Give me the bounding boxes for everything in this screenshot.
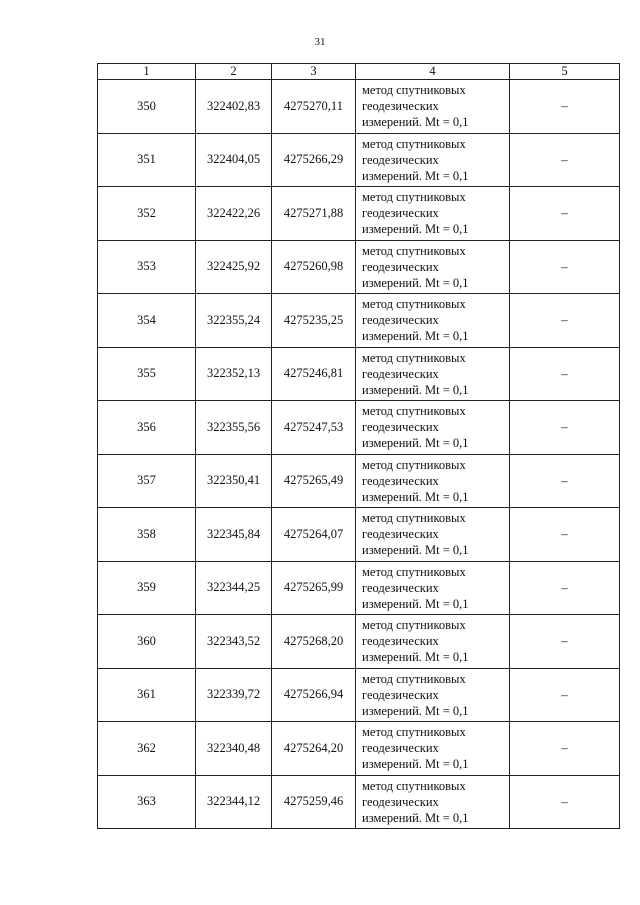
method-line: метод спутниковых bbox=[362, 778, 466, 793]
y-coordinate-cell: 4275268,20 bbox=[272, 615, 356, 669]
header-col-2: 2 bbox=[196, 64, 272, 80]
method-line: измерений. Mt = 0,1 bbox=[362, 703, 469, 718]
method-cell bbox=[356, 133, 510, 187]
method-line: метод спутниковых bbox=[362, 136, 466, 151]
table-row bbox=[98, 347, 620, 401]
point-number-cell: 363 bbox=[98, 775, 196, 829]
method-cell bbox=[356, 508, 510, 562]
method-line: геодезических bbox=[362, 99, 439, 114]
note-cell: – bbox=[510, 561, 620, 615]
method-line: измерений. Mt = 0,1 bbox=[362, 436, 469, 451]
method-line: геодезических bbox=[362, 420, 439, 435]
method-line: геодезических bbox=[362, 741, 439, 756]
table-row bbox=[98, 133, 620, 187]
table-body bbox=[98, 80, 620, 829]
point-number-cell: 352 bbox=[98, 187, 196, 241]
method-line: геодезических bbox=[362, 794, 439, 809]
point-number-cell: 350 bbox=[98, 80, 196, 134]
method-cell bbox=[356, 615, 510, 669]
method-line: геодезических bbox=[362, 473, 439, 488]
y-coordinate-cell: 4275246,81 bbox=[272, 347, 356, 401]
y-coordinate-cell: 4275264,07 bbox=[272, 508, 356, 562]
y-coordinate-cell: 4275259,46 bbox=[272, 775, 356, 829]
method-cell bbox=[356, 775, 510, 829]
method-line: измерений. Mt = 0,1 bbox=[362, 115, 469, 130]
table-row bbox=[98, 668, 620, 722]
point-number-cell: 360 bbox=[98, 615, 196, 669]
x-coordinate-cell: 322344,12 bbox=[196, 775, 272, 829]
method-line: измерений. Mt = 0,1 bbox=[362, 222, 469, 237]
table-row bbox=[98, 775, 620, 829]
note-cell: – bbox=[510, 722, 620, 776]
table-row bbox=[98, 187, 620, 241]
note-cell: – bbox=[510, 347, 620, 401]
x-coordinate-cell: 322340,48 bbox=[196, 722, 272, 776]
table-row bbox=[98, 508, 620, 562]
coordinates-table bbox=[97, 63, 620, 829]
x-coordinate-cell: 322344,25 bbox=[196, 561, 272, 615]
note-cell: – bbox=[510, 775, 620, 829]
x-coordinate-cell: 322402,83 bbox=[196, 80, 272, 134]
method-cell bbox=[356, 561, 510, 615]
x-coordinate-cell: 322422,26 bbox=[196, 187, 272, 241]
header-col-5: 5 bbox=[510, 64, 620, 80]
table-row bbox=[98, 722, 620, 776]
point-number-cell: 359 bbox=[98, 561, 196, 615]
method-line: измерений. Mt = 0,1 bbox=[362, 596, 469, 611]
method-line: геодезических bbox=[362, 313, 439, 328]
point-number-cell: 354 bbox=[98, 294, 196, 348]
method-cell bbox=[356, 668, 510, 722]
method-line: измерений. Mt = 0,1 bbox=[362, 329, 469, 344]
x-coordinate-cell: 322339,72 bbox=[196, 668, 272, 722]
note-cell: – bbox=[510, 240, 620, 294]
method-line: геодезических bbox=[362, 152, 439, 167]
point-number-cell: 356 bbox=[98, 401, 196, 455]
y-coordinate-cell: 4275260,98 bbox=[272, 240, 356, 294]
method-line: измерений. Mt = 0,1 bbox=[362, 489, 469, 504]
method-line: измерений. Mt = 0,1 bbox=[362, 810, 469, 825]
y-coordinate-cell: 4275265,99 bbox=[272, 561, 356, 615]
header-col-1: 1 bbox=[98, 64, 196, 80]
note-cell: – bbox=[510, 615, 620, 669]
y-coordinate-cell: 4275270,11 bbox=[272, 80, 356, 134]
method-line: измерений. Mt = 0,1 bbox=[362, 650, 469, 665]
table-row bbox=[98, 561, 620, 615]
point-number-cell: 357 bbox=[98, 454, 196, 508]
method-cell bbox=[356, 187, 510, 241]
x-coordinate-cell: 322355,24 bbox=[196, 294, 272, 348]
header-col-4: 4 bbox=[356, 64, 510, 80]
method-line: метод спутниковых bbox=[362, 83, 466, 98]
method-line: геодезических bbox=[362, 634, 439, 649]
method-line: метод спутниковых bbox=[362, 564, 466, 579]
method-line: геодезических bbox=[362, 206, 439, 221]
note-cell: – bbox=[510, 187, 620, 241]
point-number-cell: 358 bbox=[98, 508, 196, 562]
method-line: метод спутниковых bbox=[362, 297, 466, 312]
note-cell: – bbox=[510, 668, 620, 722]
point-number-cell: 361 bbox=[98, 668, 196, 722]
note-cell: – bbox=[510, 133, 620, 187]
note-cell: – bbox=[510, 294, 620, 348]
y-coordinate-cell: 4275271,88 bbox=[272, 187, 356, 241]
x-coordinate-cell: 322352,13 bbox=[196, 347, 272, 401]
method-cell bbox=[356, 722, 510, 776]
method-line: измерений. Mt = 0,1 bbox=[362, 275, 469, 290]
table-row bbox=[98, 615, 620, 669]
table-row bbox=[98, 80, 620, 134]
table-header-row bbox=[98, 64, 620, 80]
method-line: метод спутниковых bbox=[362, 190, 466, 205]
header-col-3: 3 bbox=[272, 64, 356, 80]
method-line: метод спутниковых bbox=[362, 671, 466, 686]
method-line: метод спутниковых bbox=[362, 725, 466, 740]
method-line: измерений. Mt = 0,1 bbox=[362, 382, 469, 397]
note-cell: – bbox=[510, 508, 620, 562]
point-number-cell: 353 bbox=[98, 240, 196, 294]
method-line: геодезических bbox=[362, 259, 439, 274]
x-coordinate-cell: 322343,52 bbox=[196, 615, 272, 669]
note-cell: – bbox=[510, 401, 620, 455]
method-cell bbox=[356, 80, 510, 134]
method-line: измерений. Mt = 0,1 bbox=[362, 757, 469, 772]
method-line: метод спутниковых bbox=[362, 457, 466, 472]
y-coordinate-cell: 4275247,53 bbox=[272, 401, 356, 455]
method-line: метод спутниковых bbox=[362, 404, 466, 419]
method-cell bbox=[356, 347, 510, 401]
table-row bbox=[98, 294, 620, 348]
table-row bbox=[98, 401, 620, 455]
method-line: измерений. Mt = 0,1 bbox=[362, 543, 469, 558]
y-coordinate-cell: 4275266,29 bbox=[272, 133, 356, 187]
y-coordinate-cell: 4275235,25 bbox=[272, 294, 356, 348]
method-cell bbox=[356, 294, 510, 348]
table-row bbox=[98, 454, 620, 508]
y-coordinate-cell: 4275266,94 bbox=[272, 668, 356, 722]
y-coordinate-cell: 4275265,49 bbox=[272, 454, 356, 508]
note-cell: – bbox=[510, 454, 620, 508]
point-number-cell: 351 bbox=[98, 133, 196, 187]
y-coordinate-cell: 4275264,20 bbox=[272, 722, 356, 776]
method-line: метод спутниковых bbox=[362, 511, 466, 526]
method-line: геодезических bbox=[362, 687, 439, 702]
method-line: метод спутниковых bbox=[362, 243, 466, 258]
point-number-cell: 355 bbox=[98, 347, 196, 401]
page-number: 31 bbox=[314, 36, 326, 48]
x-coordinate-cell: 322345,84 bbox=[196, 508, 272, 562]
x-coordinate-cell: 322404,05 bbox=[196, 133, 272, 187]
method-cell bbox=[356, 401, 510, 455]
method-line: метод спутниковых bbox=[362, 618, 466, 633]
method-line: измерений. Mt = 0,1 bbox=[362, 168, 469, 183]
x-coordinate-cell: 322425,92 bbox=[196, 240, 272, 294]
method-line: геодезических bbox=[362, 366, 439, 381]
x-coordinate-cell: 322355,56 bbox=[196, 401, 272, 455]
method-cell bbox=[356, 454, 510, 508]
method-line: геодезических bbox=[362, 527, 439, 542]
method-line: геодезических bbox=[362, 580, 439, 595]
method-cell bbox=[356, 240, 510, 294]
table-row bbox=[98, 240, 620, 294]
method-line: метод спутниковых bbox=[362, 350, 466, 365]
note-cell: – bbox=[510, 80, 620, 134]
point-number-cell: 362 bbox=[98, 722, 196, 776]
x-coordinate-cell: 322350,41 bbox=[196, 454, 272, 508]
